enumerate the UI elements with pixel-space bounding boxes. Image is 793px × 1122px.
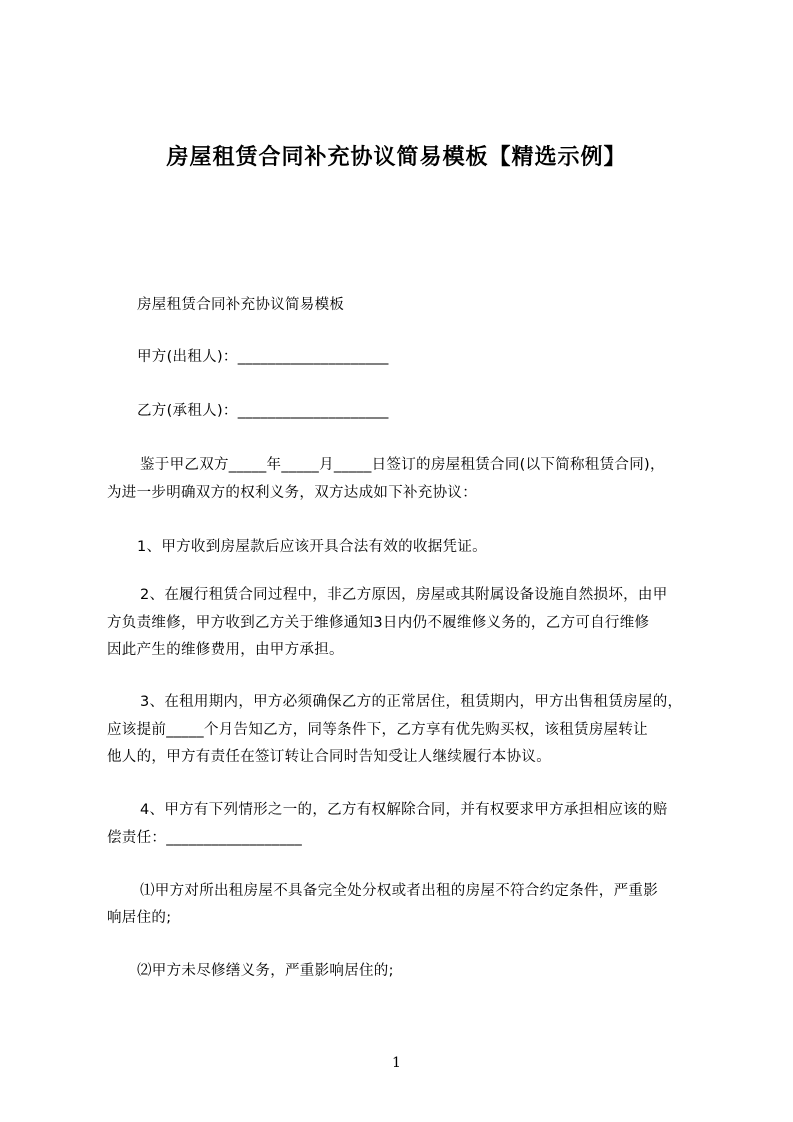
item-2-line: ⑵甲方未尽修缮义务，严重影响居住的; [137,963,394,979]
clause-2-line-2: 方负责维修，甲方收到乙方关于维修通知3日内仍不履维修义务的，乙方可自行维修 [107,615,650,631]
clause-4-line-2: 偿责任：__________________ [107,830,303,846]
clause-3-line-3: 他人的，甲方有责任在签订转让合同时告知受让人继续履行本协议。 [107,749,551,765]
clause-2-line-3: 因此产生的维修费用，由甲方承担。 [107,642,344,658]
item-1-line-2: 响居住的; [107,910,172,926]
clause-1-line: 1、甲方收到房屋款后应该开具合法有效的收据凭证。 [137,539,487,555]
clause-3-line-2: 应该提前_____个月告知乙方，同等条件下，乙方享有优先购买权，该租赁房屋转让 [107,722,648,738]
preamble-line-1: 鉴于甲乙双方_____年_____月_____日签订的房屋租赁合同(以下简称租赁合同)， [140,457,665,473]
clause-2-line-1: 2、在履行租赁合同过程中，非乙方原因，房屋或其附属设备设施自然损坏，由甲 [140,587,668,603]
item-1-line-1: ⑴甲方对所出租房屋不具备完全处分权或者出租的房屋不符合约定条件，严重影 [140,883,658,899]
clause-4-line-1: 4、甲方有下列情形之一的，乙方有权解除合同，并有权要求甲方承担相应该的赔 [140,802,668,818]
document-title: 房屋租赁合同补充协议简易模板【精选示例】 [166,145,627,170]
subtitle-line: 房屋租赁合同补充协议简易模板 [137,297,345,313]
page-number: 1 [392,1055,401,1071]
clause-3-line-1: 3、在租用期内，甲方必须确保乙方的正常居住，租赁期内，甲方出售租赁房屋的， [140,694,683,710]
party-a-line: 甲方(出租人)：____________________ [137,349,389,365]
preamble-line-2: 为进一步明确双方的权利义务，双方达成如下补充协议： [107,485,477,501]
party-b-line: 乙方(承租人)：____________________ [137,403,389,419]
